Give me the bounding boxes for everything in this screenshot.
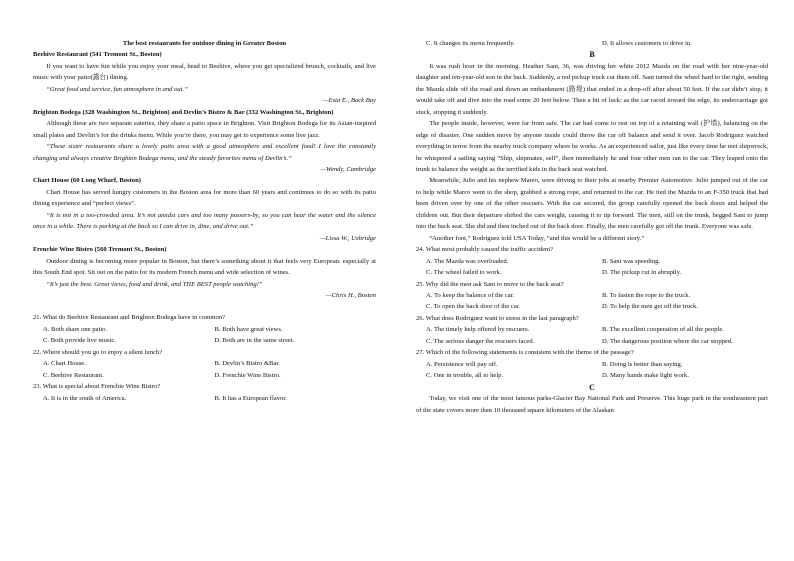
restaurant-heading-beehive: Beehive Restaurant (541 Tremont St., Boston) — [33, 51, 162, 59]
passage-b-paragraph-3: Meanwhile, Julio and his nephew Mareo, were driving to their jobs at nearby Premier Automotive. Julio jumped out of the car to help while Marco went to the shop, grabbed a strong rope, and returned to the car. He tied the Mazda to an F-350 truck that had been driven over by one of the other rescuers. With the car secured, the group carefully opened the back doors and helped the children out. But their departure shifted the cars weight, causing it to tip forward. The men, still on the trunk, begged Sant to jump into the back seat. She did and then inched out of the back door. Finally, the men carefully got off the trunk. Everyone was safe. — [416, 177, 768, 231]
left-column — [33, 38, 376, 404]
restaurant-description: If you want to have fun while you enjoy your meal, head to Beehive, where you get specialized brunch, cocktails, and live music with your patio(露台) dining. — [33, 62, 376, 82]
option-b: B. Sant was speeding. — [602, 257, 661, 265]
option-c: C. Beehive Restaurant. — [43, 371, 104, 379]
option-d: D. The dangerous position where the car stopped. — [602, 337, 733, 345]
question-25: 25. Why did the men ask Sant to move to the back seat? — [416, 280, 564, 288]
question-24: 24. What most probably caused the traffic accident? — [416, 246, 554, 254]
option-d: D. It allows customers to drive in. — [602, 40, 692, 47]
option-c: C. It changes its menu frequently. — [426, 40, 515, 47]
option-a: A. The timely help offered by rescuers. — [426, 326, 530, 334]
restaurant-heading-chart-house: Chart House (60 Long Wharf, Boston) — [33, 177, 141, 185]
restaurant-heading-frenchie: Frenchie Wine Bistro (560 Tremont St., Boston) — [33, 246, 167, 254]
restaurant-description: Outdoor dining is becoming more popular in Boston, but there’s something about it that feels very European. especially at this South End spot. Sit out on the patio for its modern French menu and wide selection of wines. — [33, 257, 376, 277]
question-23-options — [33, 393, 376, 404]
option-a: A. The Mazda was overloaded. — [426, 257, 509, 265]
passage-title: The best restaurants for outdoor dining in Greater Boston — [122, 40, 287, 47]
option-d: D. Both are in the same street. — [214, 337, 295, 345]
option-c: C. To open the back door of the car. — [426, 303, 521, 311]
question-23: 23. What is special about Frenchie Wine Bistro? — [33, 383, 161, 391]
reviewer-signature: —Esta E., Back Bay — [322, 97, 376, 105]
right-column — [416, 38, 768, 416]
option-d: D. The pickup cut in abruptly. — [602, 269, 682, 277]
option-b: B. To fasten the rope to the truck. — [602, 291, 691, 299]
passage-b-paragraph-2: The people inside, however, were far from safe. The car had come to rest on top of a retaining wall (护墙), balancing on the edge of disaster. One sudden move by anyone inside could throw the car off balance and send it over. Jacob Rodriguez watched everything in terror from the nearby truck company where he works. As an experienced sailor, just like every time he met shipwreck, he whispered a sailing saying “Ship, shipmates, self”, then immediately he and four other men ran to the car. They leaped onto the trunk to balance the weight as the terrified kids in the back seat watched. — [416, 120, 768, 173]
question-27: 27. Which of the following statements is consistent with the theme of the passage? — [416, 349, 634, 357]
question-27-options — [416, 359, 768, 382]
review-quote: “It’s just the best. Great views, food and drink, and THE BEST people watching!” — [46, 280, 263, 288]
review-quote: “These sister restaurants share a lovely patio area with a good atmosphere and excellent food! I love the constantly changing and always creative Brighton Bodega menu, and the steady favorites menu of Devlin’s.” — [33, 143, 376, 162]
spacer — [33, 301, 376, 312]
reviewer-signature: —Lissa W., Uxbridge — [319, 234, 376, 242]
restaurant-heading-brighton: Brighton Bodega (328 Washington St., Brighton) and Devlin’s Bistro & Bar (332 Washington St., Brighton) — [33, 108, 334, 116]
passage-b-paragraph-4: “Another foot,” Rodriguez told USA Today, “and this would be a different story.” — [429, 234, 645, 242]
option-d: D. Frenchie Wine Bistro. — [214, 371, 281, 379]
option-b: B. Devlin’s Bistro &Bar. — [214, 360, 280, 368]
question-25-options — [416, 290, 768, 313]
question-21-options — [33, 324, 376, 347]
option-a: A. To keep the balance of the car. — [426, 291, 515, 299]
option-c: C. The serious danger the rescuers faced. — [426, 337, 535, 345]
question-26-options — [416, 324, 768, 347]
option-b: B. The excellent cooperation of all the people. — [602, 326, 725, 334]
review-quote: “It is not in a too-crowded area. It’s not amidst cars and too many passers-by, so you can hear the water and the silence once in a while. There is parking at the back so I can drive in, dine, and drive out.” — [33, 211, 376, 231]
option-d: D. To help the men get off the truck. — [602, 303, 698, 311]
question-22: 22. Where should you go to enjoy a silent lunch? — [33, 348, 163, 356]
section-b-heading: B — [589, 50, 595, 60]
reviewer-signature: —Chris H., Boston — [325, 291, 376, 299]
option-c: C. The wheel failed to work. — [426, 269, 502, 277]
question-23-options-continued — [416, 38, 768, 49]
option-b: B. It has a European flavor. — [214, 394, 287, 402]
option-a: A. Both share one patio. — [43, 325, 108, 333]
option-a: A. It is in the south of America. — [43, 394, 127, 402]
reviewer-signature: —Wendy, Cambridge — [320, 165, 376, 173]
passage-c-paragraph-1: Today, we visit one of the most famous parks-Glacier Bay National Park and Preserve. This huge park in the southeastern part of the state covers more than 10 thousand square kilometers of the Alaskan — [416, 395, 768, 414]
review-quote: “Great food and service, fun atmosphere in and out.” — [46, 85, 188, 93]
option-c: C. One in trouble, all to help. — [426, 372, 504, 380]
option-b: B. Doing is better than saying. — [602, 360, 683, 368]
restaurant-description: Chart House has served hungry customers in the Boston area for more than 60 years and continues to do so with its patio dining experience and “perfect views”. — [33, 188, 376, 208]
passage-b-paragraph-1: It was rush hour in the morning. Heather Sant, 36, was driving her white 2012 Mazda on the road with her nine-year-old daughter and ten-year-old son in the back. Suddenly, a red pickup truck cut them off. Sant turned the wheel hard to the right, sending the Mazda slide off the road and down an embankment (路堤) that ended in a drop-off after about 50 feet. If the car didn’t stop, it would take off and dive into the road some 20 feet below. Then a bit of luck: as the car raced toward the edge, its undercarriage got stuck, stopping it suddenly. — [416, 62, 768, 116]
option-b: B. Both have great views. — [214, 325, 283, 333]
option-a: A. Chart House. — [43, 360, 86, 368]
question-26: 26. What does Rodriguez want to stress in the last paragraph? — [416, 314, 579, 322]
question-21: 21. What do Beehive Restaurant and Brighton Bodega have in common? — [33, 314, 225, 322]
option-c: C. Both provide live music. — [43, 337, 116, 345]
option-a: A. Persistence will pay off. — [426, 360, 498, 368]
question-24-options — [416, 256, 768, 279]
restaurant-description: Although these are two separate eateries, they share a patio space in Brighton. Visit Brighton Bodega for its Asian-inspired small plates and Devlin’s for the drinks menu. While you’re there, you may get to experience some live jazz. — [33, 120, 376, 139]
option-d: D. Many hands make light work. — [602, 372, 689, 380]
section-c-heading: C — [589, 382, 595, 392]
question-22-options — [33, 358, 376, 381]
